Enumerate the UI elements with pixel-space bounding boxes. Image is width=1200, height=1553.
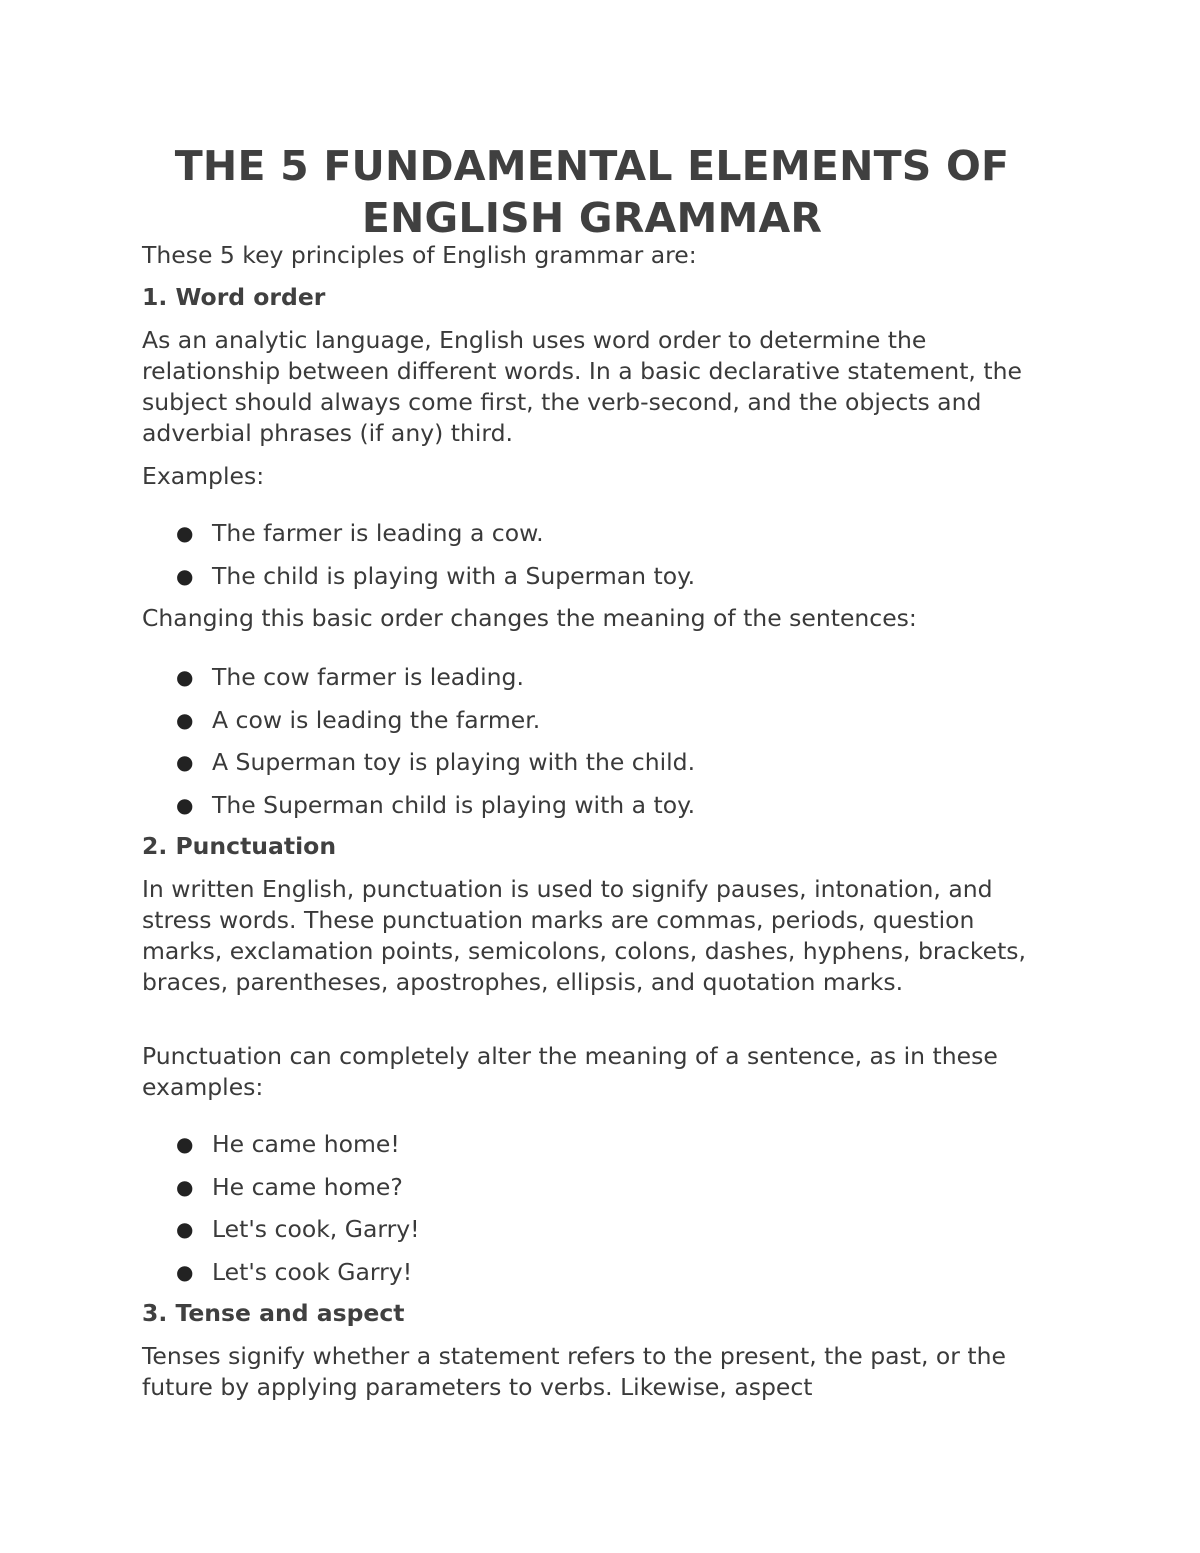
bullet-icon: ● [176,1174,194,1199]
section-1-examples-list [142,518,1042,592]
bullet-icon: ● [176,1259,194,1284]
section-2-examples-list [142,1129,1042,1288]
bullet-icon: ● [176,564,194,588]
section-2-heading: 2. Punctuation [142,832,337,860]
section-1-changing-text: Changing this basic order changes the meaning of the sentences: [142,604,917,632]
bullet-icon: ● [176,1132,194,1156]
bullet-icon: ● [176,1217,194,1241]
section-1-heading: 1. Word order [142,283,326,311]
bullet-icon: ● [176,707,194,732]
bullet-icon: ● [176,750,194,774]
list-item: ● He came home! [176,1130,400,1158]
section-1-body: As an analytic language, English uses word order to determine the relationship between different words. In a basic declarative statement, the subject should always come first, the verb-second, and the objects and adverbial phrases (if any) third. [142,326,1022,447]
section-3-heading: 3. Tense and aspect [142,1299,405,1327]
bullet-icon: ● [176,665,194,689]
document-title: THE 5 FUNDAMENTAL ELEMENTS OF ENGLISH GRAMMAR [174,142,1010,242]
bullet-icon: ● [176,521,194,545]
section-2-alter-text: Punctuation can completely alter the meaning of a sentence, as in these examples: [142,1042,998,1101]
list-item: ● Let's cook, Garry! [176,1215,420,1243]
list-item: ● The Superman child is playing with a toy. [176,790,696,819]
section-3-body: Tenses signify whether a statement refers to the present, the past, or the future by applying parameters to verbs. Likewise, aspect [142,1342,1006,1401]
section-1-changed-examples-list [142,662,1042,821]
list-item: ● He came home? [176,1172,403,1201]
intro-text: These 5 key principles of English grammar are: [142,241,697,269]
list-item: ● The cow farmer is leading. [176,663,524,691]
bullet-icon: ● [176,792,194,817]
list-item: ● Let's cook Garry! [176,1257,413,1286]
section-2-body: In written English, punctuation is used to signify pauses, intonation, and stress words. These punctuation marks are commas, periods, question marks, exclamation points, semicolons, colons, dashes, hyphens, brackets, braces, parentheses, apostrophes, ellipsis, and quotation marks. [142,875,1027,996]
list-item: ● A cow is leading the farmer. [176,705,541,734]
section-1-examples-label: Examples: [142,462,265,490]
list-item: ● The child is playing with a Superman toy. [176,562,696,590]
list-item: ● A Superman toy is playing with the child. [176,748,696,776]
list-item: ● The farmer is leading a cow. [176,519,544,547]
